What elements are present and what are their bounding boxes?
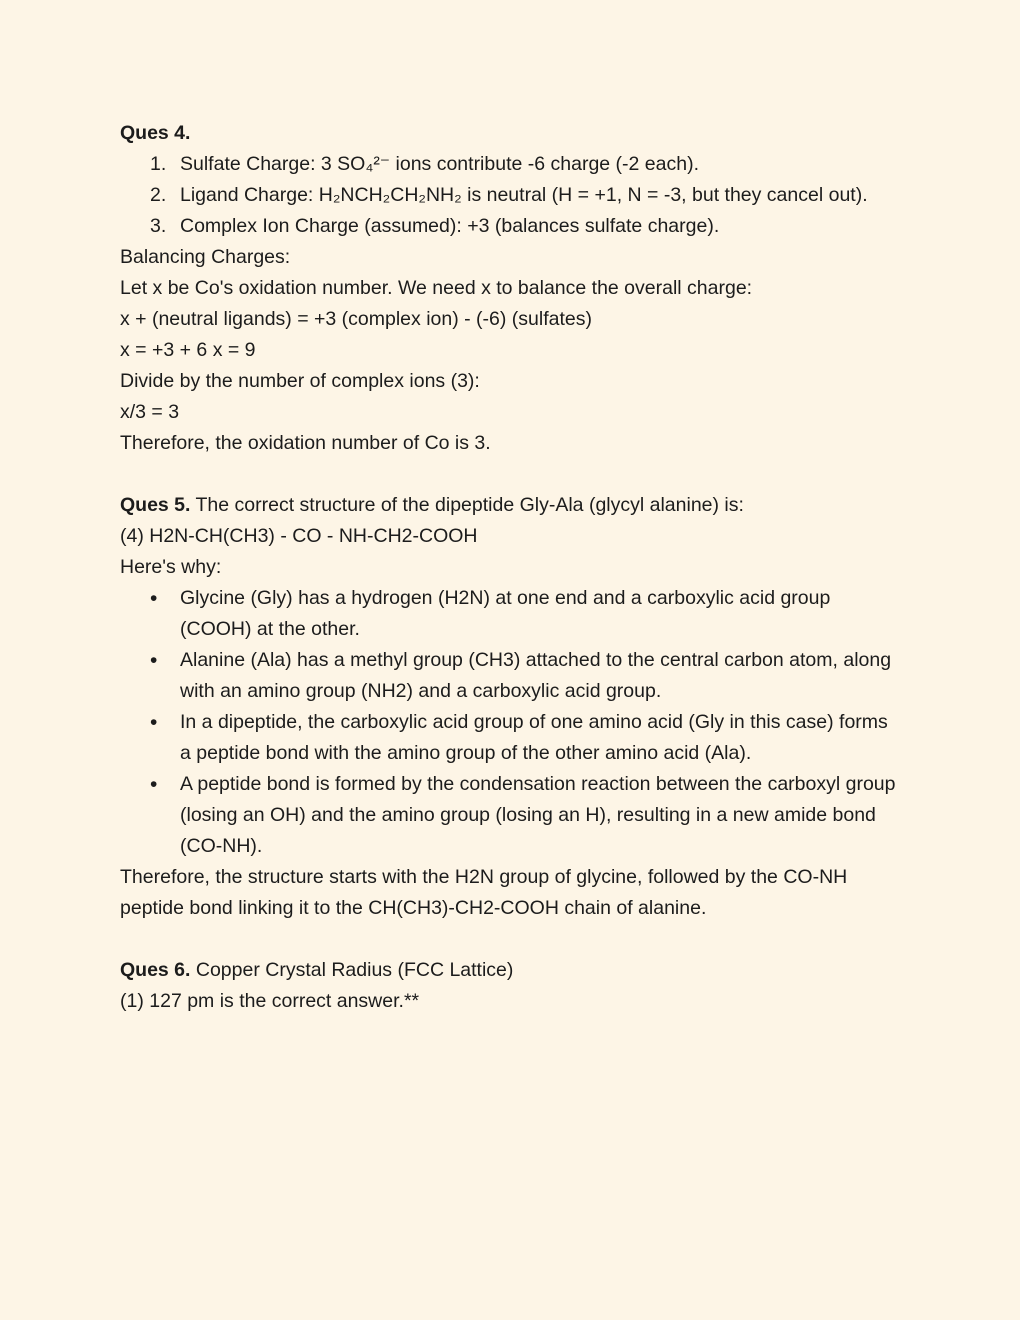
q5-bullet-list-item — [120, 583, 900, 645]
q4-paragraph-line: Let x be Co's oxidation number. We need x to balance the overall charge: — [120, 277, 753, 299]
q4-paragraph-line: x = +3 + 6 x = 9 — [120, 339, 256, 361]
q4-paragraph-line: Therefore, the oxidation number of Co is 3. — [120, 432, 491, 454]
q4-ordered-list-item — [120, 149, 900, 180]
q6-intro-line — [120, 955, 900, 986]
q4-ordered-list-item — [120, 180, 900, 211]
list-number: 3. — [150, 215, 167, 237]
list-item-text: Ligand Charge: H₂NCH₂CH₂NH₂ is neutral (H = +1, N = -3, but they cancel out). — [180, 184, 868, 206]
q4-paragraph-line: Balancing Charges: — [120, 246, 291, 268]
list-item-text: Glycine (Gly) has a hydrogen (H2N) at one end and a carboxylic acid group (COOH) at the other. — [180, 587, 831, 640]
q5-bullet-list-item — [120, 645, 900, 707]
list-item-text: Complex Ion Charge (assumed): +3 (balances sulfate charge). — [180, 215, 720, 237]
q5-paragraph-line: Here's why: — [120, 556, 222, 578]
list-number: 2. — [150, 184, 167, 206]
q4-paragraph-line: x + (neutral ligands) = +3 (complex ion) - (-6) (sulfates) — [120, 308, 592, 330]
q6-paragraph-line: (1) 127 pm is the correct answer.** — [120, 990, 420, 1012]
q4-ordered-list-item — [120, 211, 900, 242]
list-item-text: In a dipeptide, the carboxylic acid group of one amino acid (Gly in this case) forms a peptide bond with the amino group of the other amino acid (Ala). — [180, 711, 888, 764]
q4-heading: Ques 4. — [120, 122, 191, 144]
bullet-icon: • — [150, 587, 158, 610]
q5-intro-text: The correct structure of the dipeptide Gly-Ala (glycyl alanine) is: — [190, 494, 744, 516]
q5-closing-paragraph: Therefore, the structure starts with the H2N group of glycine, followed by the CO-NH peptide bond linking it to the CH(CH3)-CH2-COOH chain of alanine. — [120, 866, 848, 919]
list-item-text: A peptide bond is formed by the condensation reaction between the carboxyl group (losing an OH) and the amino group (losing an H), resulting in a new amide bond (CO-NH). — [180, 773, 896, 857]
q4-paragraph-line: Divide by the number of complex ions (3): — [120, 370, 480, 392]
section-gap — [120, 459, 900, 490]
bullet-icon: • — [150, 649, 158, 672]
bullet-icon: • — [150, 711, 158, 734]
q6-intro-text: Copper Crystal Radius (FCC Lattice) — [190, 959, 514, 981]
list-number: 1. — [150, 153, 167, 175]
q5-heading: Ques 5. — [120, 494, 191, 516]
q6-heading: Ques 6. — [120, 959, 191, 981]
q5-bullet-list-item — [120, 769, 900, 862]
q5-bullet-list-item — [120, 707, 900, 769]
q4-paragraph-line: x/3 = 3 — [120, 401, 180, 423]
list-item-text: Alanine (Ala) has a methyl group (CH3) attached to the central carbon atom, along with an amino group (NH2) and a carboxylic acid group. — [180, 649, 892, 702]
bullet-icon: • — [150, 773, 158, 796]
q5-paragraph-line: (4) H2N-CH(CH3) - CO - NH-CH2-COOH — [120, 525, 478, 547]
list-item-text: Sulfate Charge: 3 SO₄²⁻ ions contribute -6 charge (-2 each). — [180, 153, 700, 175]
section-gap — [120, 924, 900, 955]
q5-intro-line — [120, 490, 900, 521]
